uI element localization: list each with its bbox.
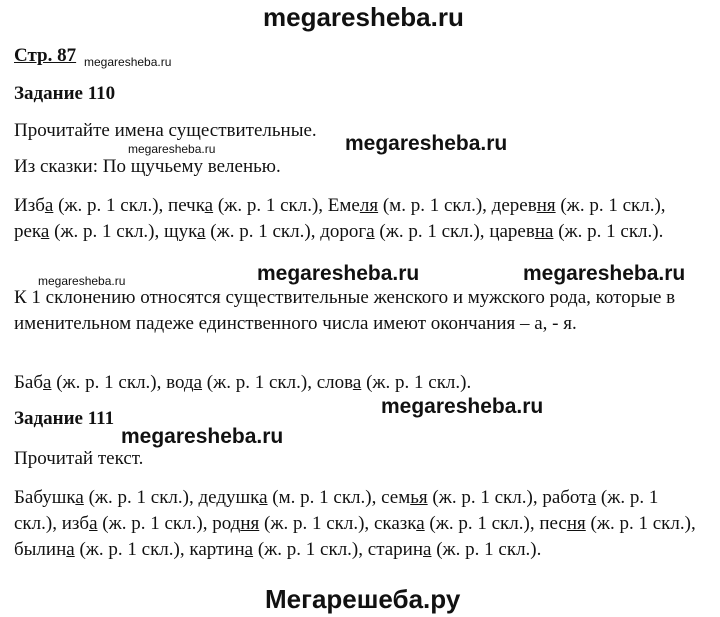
word-ending: а — [244, 539, 254, 560]
word-stem: вод — [166, 372, 194, 393]
word-ending: а — [89, 513, 98, 534]
word-stem: былин — [14, 539, 67, 560]
word-stem: Еме — [327, 195, 360, 216]
watermark-mid[interactable]: megaresheba.ru — [257, 262, 420, 285]
word-ending: а — [44, 195, 54, 216]
watermark-mid[interactable]: megaresheba.ru — [523, 262, 686, 285]
word-ending: а — [43, 372, 52, 393]
word-note: (ж. р. 1 скл.), — [259, 513, 374, 534]
word-stem: род — [212, 513, 241, 534]
word-note: (ж. р. 1 скл.). — [431, 539, 542, 560]
word-ending: а — [366, 221, 375, 242]
word-note: (ж. р. 1 скл.), — [202, 372, 317, 393]
word-stem: дорог — [320, 221, 367, 242]
word-stem: картин — [189, 539, 245, 560]
word-note: (ж. р. 1 скл.), — [14, 487, 659, 534]
word-ending: ня — [240, 513, 260, 534]
task-110-source: Из сказки: По щучьему веленью. — [14, 156, 281, 177]
word-stem: печк — [168, 195, 205, 216]
watermark-top[interactable]: megaresheba.ru — [263, 2, 464, 32]
word-ending: а — [204, 195, 214, 216]
word-ending: а — [259, 487, 268, 508]
word-note: (ж. р. 1 скл.), — [83, 487, 199, 508]
word-note: (ж. р. 1 скл.), — [74, 539, 190, 560]
watermark-mid[interactable]: megaresheba.ru — [345, 132, 508, 155]
word-ending: а — [352, 372, 362, 393]
word-note: (ж. р. 1 скл.), — [49, 221, 165, 242]
task-110-words2-paragraph — [14, 370, 704, 396]
watermark-bottom[interactable]: Мегарешеба.ру — [265, 584, 461, 614]
word-stem: Изб — [14, 195, 45, 216]
task-110-instruction: Прочитайте имена существительные. — [14, 120, 317, 141]
word-note: (ж. р. 1 скл.), — [427, 487, 543, 508]
word-ending: а — [423, 539, 432, 560]
word-stem: работ — [542, 487, 588, 508]
word-stem: старин — [367, 539, 424, 560]
word-note: (ж. р. 1 скл.), — [585, 513, 696, 534]
watermark-mid[interactable]: megaresheba.ru — [121, 425, 284, 448]
task-110-rule: К 1 склонению относятся существительные женского и мужского рода, которые в именительном падеже единственного числа имеют окончания – а, - я. — [14, 287, 676, 334]
word-note: (ж. р. 1 скл.), — [97, 513, 213, 534]
task-110-title: Задание 110 — [14, 83, 116, 104]
word-stem: щук — [164, 221, 198, 242]
word-note: (ж. р. 1 скл.), — [205, 221, 321, 242]
task-111-words-paragraph — [14, 485, 704, 563]
task-111-instruction: Прочитай текст. — [14, 448, 144, 469]
word-ending: ня — [536, 195, 556, 216]
page-reference: Стр. 87 — [14, 45, 77, 66]
word-note: (м. р. 1 скл.), — [267, 487, 382, 508]
word-note: (ж. р. 1 скл.), — [374, 221, 490, 242]
watermark-small: megaresheba.ru — [84, 55, 172, 69]
watermark-small: megaresheba.ru — [38, 274, 126, 288]
watermark-mid[interactable]: megaresheba.ru — [381, 395, 544, 418]
word-stem: пес — [539, 513, 567, 534]
word-ending: ья — [410, 487, 428, 508]
task-110-words-paragraph — [14, 193, 704, 245]
word-note: (м. р. 1 скл.), — [378, 195, 492, 216]
word-stem: сем — [381, 487, 411, 508]
word-ending: а — [587, 487, 597, 508]
word-note: (ж. р. 1 скл.). — [361, 372, 472, 393]
task-111-title: Задание 111 — [14, 408, 115, 429]
word-note: (ж. р. 1 скл.), — [253, 539, 368, 560]
word-ending: а — [75, 487, 84, 508]
word-stem: изб — [61, 513, 90, 534]
word-note: (ж. р. 1 скл.), — [213, 195, 328, 216]
word-stem: слов — [316, 372, 353, 393]
word-ending: а — [40, 221, 50, 242]
word-ending: а — [193, 372, 203, 393]
watermark-small: megaresheba.ru — [128, 142, 216, 156]
word-stem: сказк — [373, 513, 417, 534]
word-note: (ж. р. 1 скл.), — [424, 513, 540, 534]
word-stem: дедушк — [198, 487, 260, 508]
word-note: (ж. р. 1 скл.). — [553, 221, 664, 242]
word-stem: царев — [489, 221, 535, 242]
word-ending: на — [534, 221, 554, 242]
word-ending: а — [197, 221, 206, 242]
word-ending: а — [416, 513, 425, 534]
word-stem: Бабушк — [14, 487, 76, 508]
word-ending: а — [66, 539, 75, 560]
word-stem: рек — [14, 221, 41, 242]
word-stem: дерев — [491, 195, 537, 216]
word-stem: Баб — [14, 372, 44, 393]
word-ending: ля — [359, 195, 379, 216]
word-note: (ж. р. 1 скл.), — [53, 195, 169, 216]
word-note: (ж. р. 1 скл.), — [555, 195, 666, 216]
word-ending: ня — [566, 513, 586, 534]
word-note: (ж. р. 1 скл.), — [51, 372, 167, 393]
